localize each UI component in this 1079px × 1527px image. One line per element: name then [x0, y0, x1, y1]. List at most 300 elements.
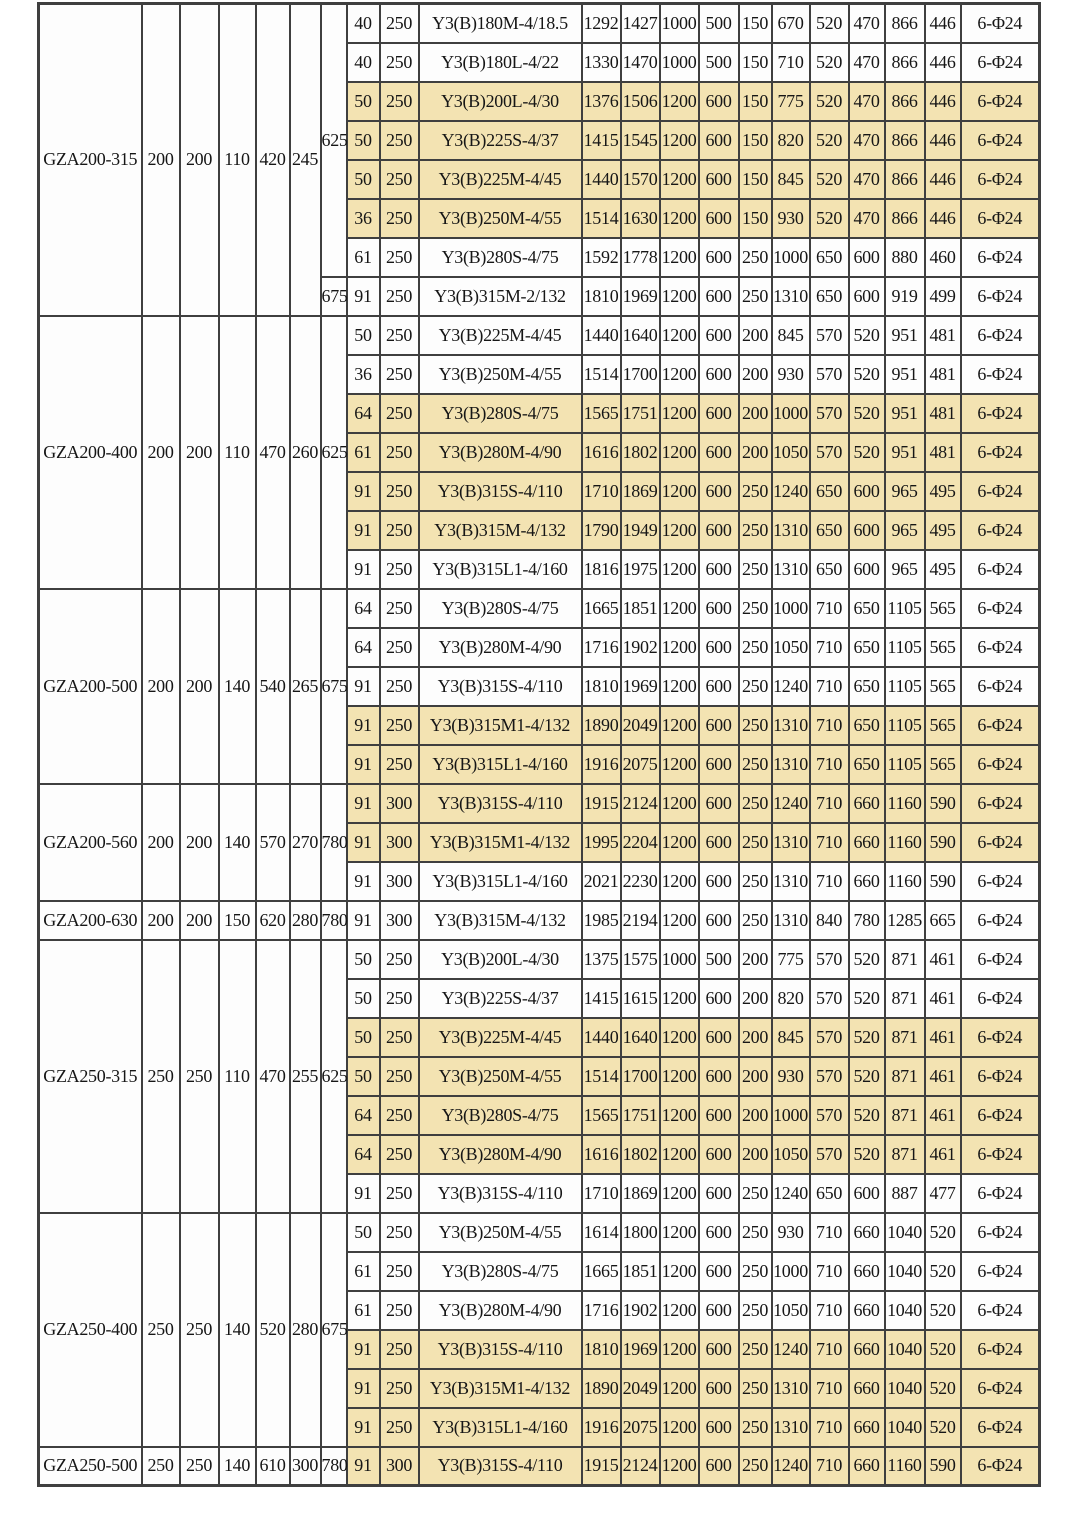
- hole-spec-cell: 6-Φ24: [961, 706, 1040, 745]
- dim-h-cell: 660: [849, 1252, 885, 1291]
- dim-cell: 520: [256, 1213, 290, 1447]
- pitch-cell: 250: [380, 628, 419, 667]
- dim-i-cell: 871: [885, 1018, 925, 1057]
- dim-a-cell: 1710: [582, 1174, 621, 1213]
- dim-i-cell: 887: [885, 1174, 925, 1213]
- dim-d-cell: 600: [699, 1174, 739, 1213]
- dim-cell: 110: [219, 4, 256, 316]
- dim-f-cell: 820: [772, 121, 810, 160]
- dim-c-cell: 1200: [660, 433, 699, 472]
- dim-g-cell: 650: [810, 277, 849, 316]
- dim-j-cell: 460: [925, 238, 961, 277]
- dim-d-cell: 600: [699, 979, 739, 1018]
- dim-h-cell: 650: [849, 667, 885, 706]
- pitch-cell: 250: [380, 706, 419, 745]
- dim-g-cell: 570: [810, 433, 849, 472]
- dim-f-cell: 1000: [772, 394, 810, 433]
- group-span-cell: 780: [321, 784, 347, 901]
- dim-e-cell: 150: [739, 4, 772, 43]
- ratio-cell: 36: [347, 199, 380, 238]
- hole-spec-cell: 6-Φ24: [961, 433, 1040, 472]
- motor-model-cell: Y3(B)280M-4/90: [419, 1135, 582, 1174]
- dim-c-cell: 1200: [660, 550, 699, 589]
- dim-j-cell: 520: [925, 1330, 961, 1369]
- dim-a-cell: 1616: [582, 433, 621, 472]
- dim-g-cell: 650: [810, 472, 849, 511]
- dim-g-cell: 520: [810, 82, 849, 121]
- pitch-cell: 250: [380, 1174, 419, 1213]
- motor-model-cell: Y3(B)280S-4/75: [419, 394, 582, 433]
- hole-spec-cell: 6-Φ24: [961, 121, 1040, 160]
- dim-d-cell: 600: [699, 628, 739, 667]
- dim-j-cell: 520: [925, 1252, 961, 1291]
- pitch-cell: 250: [380, 940, 419, 979]
- dim-i-cell: 880: [885, 238, 925, 277]
- dim-d-cell: 600: [699, 1447, 739, 1486]
- ratio-cell: 50: [347, 1213, 380, 1252]
- dim-f-cell: 710: [772, 43, 810, 82]
- pitch-cell: 250: [380, 472, 419, 511]
- dim-c-cell: 1200: [660, 1018, 699, 1057]
- dim-i-cell: 871: [885, 1057, 925, 1096]
- dim-c-cell: 1200: [660, 1135, 699, 1174]
- dim-d-cell: 600: [699, 1018, 739, 1057]
- dim-a-cell: 1810: [582, 277, 621, 316]
- dim-b-cell: 1427: [621, 4, 660, 43]
- dim-j-cell: 520: [925, 1213, 961, 1252]
- ratio-cell: 61: [347, 1291, 380, 1330]
- dim-h-cell: 470: [849, 160, 885, 199]
- dim-f-cell: 1240: [772, 1330, 810, 1369]
- dim-d-cell: 600: [699, 1213, 739, 1252]
- hole-spec-cell: 6-Φ24: [961, 979, 1040, 1018]
- dim-j-cell: 665: [925, 901, 961, 940]
- motor-model-cell: Y3(B)180L-4/22: [419, 43, 582, 82]
- dim-i-cell: 866: [885, 121, 925, 160]
- dim-e-cell: 250: [739, 901, 772, 940]
- dim-g-cell: 570: [810, 355, 849, 394]
- dim-e-cell: 200: [739, 316, 772, 355]
- hole-spec-cell: 6-Φ24: [961, 277, 1040, 316]
- dim-cell: 200: [142, 901, 180, 940]
- group-span-cell: 780: [321, 1447, 347, 1486]
- motor-model-cell: Y3(B)315S-4/110: [419, 667, 582, 706]
- dim-b-cell: 1700: [621, 1057, 660, 1096]
- dim-e-cell: 200: [739, 1135, 772, 1174]
- dim-b-cell: 1975: [621, 550, 660, 589]
- dim-b-cell: 1640: [621, 316, 660, 355]
- dim-h-cell: 660: [849, 1330, 885, 1369]
- ratio-cell: 40: [347, 43, 380, 82]
- pitch-cell: 250: [380, 1330, 419, 1369]
- hole-spec-cell: 6-Φ24: [961, 784, 1040, 823]
- dim-d-cell: 600: [699, 199, 739, 238]
- dim-a-cell: 1415: [582, 121, 621, 160]
- dim-cell: 420: [256, 4, 290, 316]
- hole-spec-cell: 6-Φ24: [961, 862, 1040, 901]
- dim-c-cell: 1200: [660, 316, 699, 355]
- motor-model-cell: Y3(B)315S-4/110: [419, 1174, 582, 1213]
- dim-h-cell: 520: [849, 1096, 885, 1135]
- dim-d-cell: 600: [699, 394, 739, 433]
- dim-i-cell: 951: [885, 316, 925, 355]
- dim-g-cell: 570: [810, 394, 849, 433]
- dim-i-cell: 866: [885, 160, 925, 199]
- dim-b-cell: 1802: [621, 1135, 660, 1174]
- dim-c-cell: 1200: [660, 667, 699, 706]
- model-cell: GZA200-500: [39, 589, 142, 784]
- dim-d-cell: 600: [699, 862, 739, 901]
- dim-g-cell: 710: [810, 589, 849, 628]
- dim-i-cell: 1040: [885, 1369, 925, 1408]
- dim-h-cell: 660: [849, 1447, 885, 1486]
- dim-b-cell: 2049: [621, 1369, 660, 1408]
- dim-i-cell: 1040: [885, 1408, 925, 1447]
- motor-model-cell: Y3(B)315L1-4/160: [419, 745, 582, 784]
- dim-a-cell: 1916: [582, 745, 621, 784]
- dim-g-cell: 710: [810, 706, 849, 745]
- dim-c-cell: 1200: [660, 1369, 699, 1408]
- dim-e-cell: 250: [739, 1408, 772, 1447]
- dim-g-cell: 710: [810, 1330, 849, 1369]
- dim-cell: 250: [180, 940, 219, 1213]
- pitch-cell: 300: [380, 823, 419, 862]
- dim-a-cell: 1614: [582, 1213, 621, 1252]
- dim-j-cell: 461: [925, 1057, 961, 1096]
- dim-g-cell: 520: [810, 43, 849, 82]
- dim-e-cell: 250: [739, 1252, 772, 1291]
- hole-spec-cell: 6-Φ24: [961, 1018, 1040, 1057]
- ratio-cell: 64: [347, 394, 380, 433]
- hole-spec-cell: 6-Φ24: [961, 1213, 1040, 1252]
- motor-model-cell: Y3(B)225M-4/45: [419, 160, 582, 199]
- hole-spec-cell: 6-Φ24: [961, 940, 1040, 979]
- dim-a-cell: 1665: [582, 589, 621, 628]
- dim-f-cell: 775: [772, 82, 810, 121]
- dim-e-cell: 200: [739, 1096, 772, 1135]
- motor-model-cell: Y3(B)280S-4/75: [419, 1096, 582, 1135]
- dim-h-cell: 780: [849, 901, 885, 940]
- dim-c-cell: 1200: [660, 355, 699, 394]
- dim-cell: 110: [219, 940, 256, 1213]
- pitch-cell: 250: [380, 979, 419, 1018]
- dim-cell: 140: [219, 1447, 256, 1486]
- dim-f-cell: 1240: [772, 667, 810, 706]
- dim-i-cell: 951: [885, 433, 925, 472]
- dim-e-cell: 250: [739, 1369, 772, 1408]
- dim-i-cell: 965: [885, 472, 925, 511]
- dim-c-cell: 1200: [660, 199, 699, 238]
- dim-j-cell: 520: [925, 1369, 961, 1408]
- ratio-cell: 91: [347, 1447, 380, 1486]
- dim-c-cell: 1000: [660, 4, 699, 43]
- ratio-cell: 91: [347, 550, 380, 589]
- dim-c-cell: 1200: [660, 823, 699, 862]
- dim-b-cell: 2194: [621, 901, 660, 940]
- dim-cell: 260: [290, 316, 321, 589]
- motor-model-cell: Y3(B)250M-4/55: [419, 355, 582, 394]
- dim-f-cell: 820: [772, 979, 810, 1018]
- dim-d-cell: 500: [699, 940, 739, 979]
- dim-d-cell: 600: [699, 433, 739, 472]
- dim-a-cell: 1665: [582, 1252, 621, 1291]
- dim-c-cell: 1200: [660, 121, 699, 160]
- dim-e-cell: 250: [739, 511, 772, 550]
- dim-b-cell: 1640: [621, 1018, 660, 1057]
- spec-table: [37, 2, 1041, 1487]
- dim-cell: 470: [256, 316, 290, 589]
- dim-a-cell: 1915: [582, 784, 621, 823]
- dim-h-cell: 660: [849, 823, 885, 862]
- group-span-cell: 675: [321, 589, 347, 784]
- dim-f-cell: 1240: [772, 472, 810, 511]
- dim-h-cell: 650: [849, 706, 885, 745]
- dim-d-cell: 600: [699, 511, 739, 550]
- dim-d-cell: 600: [699, 1369, 739, 1408]
- dim-a-cell: 1810: [582, 1330, 621, 1369]
- dim-j-cell: 565: [925, 745, 961, 784]
- dim-d-cell: 600: [699, 1408, 739, 1447]
- dim-i-cell: 871: [885, 1096, 925, 1135]
- dim-d-cell: 600: [699, 745, 739, 784]
- hole-spec-cell: 6-Φ24: [961, 4, 1040, 43]
- dim-b-cell: 1851: [621, 589, 660, 628]
- dim-i-cell: 951: [885, 394, 925, 433]
- dim-g-cell: 570: [810, 1018, 849, 1057]
- dim-h-cell: 600: [849, 550, 885, 589]
- dim-h-cell: 660: [849, 862, 885, 901]
- dim-e-cell: 150: [739, 160, 772, 199]
- dim-e-cell: 150: [739, 121, 772, 160]
- ratio-cell: 50: [347, 316, 380, 355]
- motor-model-cell: Y3(B)315S-4/110: [419, 472, 582, 511]
- ratio-cell: 61: [347, 238, 380, 277]
- motor-model-cell: Y3(B)315M-4/132: [419, 901, 582, 940]
- dim-f-cell: 1310: [772, 550, 810, 589]
- motor-model-cell: Y3(B)315M-2/132: [419, 277, 582, 316]
- dim-b-cell: 1570: [621, 160, 660, 199]
- dim-j-cell: 565: [925, 628, 961, 667]
- dim-e-cell: 250: [739, 1174, 772, 1213]
- dim-c-cell: 1200: [660, 979, 699, 1018]
- dim-g-cell: 650: [810, 1174, 849, 1213]
- dim-cell: 200: [142, 589, 180, 784]
- dim-cell: 140: [219, 784, 256, 901]
- dim-a-cell: 1440: [582, 316, 621, 355]
- dim-f-cell: 1310: [772, 1369, 810, 1408]
- dim-c-cell: 1200: [660, 277, 699, 316]
- dim-a-cell: 1565: [582, 1096, 621, 1135]
- dim-f-cell: 1000: [772, 238, 810, 277]
- dim-g-cell: 710: [810, 1408, 849, 1447]
- dim-c-cell: 1200: [660, 1330, 699, 1369]
- dim-b-cell: 1700: [621, 355, 660, 394]
- dim-f-cell: 930: [772, 355, 810, 394]
- dim-g-cell: 570: [810, 1135, 849, 1174]
- dim-cell: 570: [256, 784, 290, 901]
- dim-i-cell: 1105: [885, 589, 925, 628]
- dim-i-cell: 1105: [885, 706, 925, 745]
- ratio-cell: 64: [347, 1135, 380, 1174]
- dim-g-cell: 710: [810, 1252, 849, 1291]
- dim-d-cell: 600: [699, 121, 739, 160]
- dim-g-cell: 570: [810, 316, 849, 355]
- dim-a-cell: 1565: [582, 394, 621, 433]
- motor-model-cell: Y3(B)280M-4/90: [419, 628, 582, 667]
- dim-g-cell: 570: [810, 1057, 849, 1096]
- dim-d-cell: 600: [699, 1057, 739, 1096]
- dim-c-cell: 1200: [660, 628, 699, 667]
- dim-c-cell: 1200: [660, 1447, 699, 1486]
- dim-f-cell: 670: [772, 4, 810, 43]
- hole-spec-cell: 6-Φ24: [961, 667, 1040, 706]
- dim-c-cell: 1200: [660, 589, 699, 628]
- ratio-cell: 91: [347, 901, 380, 940]
- motor-model-cell: Y3(B)225S-4/37: [419, 121, 582, 160]
- dim-i-cell: 951: [885, 355, 925, 394]
- dim-g-cell: 650: [810, 550, 849, 589]
- dim-c-cell: 1200: [660, 160, 699, 199]
- dim-cell: 200: [180, 901, 219, 940]
- pitch-cell: 300: [380, 1447, 419, 1486]
- model-cell: GZA200-630: [39, 901, 142, 940]
- motor-model-cell: Y3(B)180M-4/18.5: [419, 4, 582, 43]
- dim-f-cell: 930: [772, 1213, 810, 1252]
- dim-g-cell: 570: [810, 940, 849, 979]
- dim-h-cell: 600: [849, 1174, 885, 1213]
- ratio-cell: 50: [347, 160, 380, 199]
- dim-h-cell: 520: [849, 1018, 885, 1057]
- dim-j-cell: 461: [925, 979, 961, 1018]
- dim-cell: 200: [180, 589, 219, 784]
- hole-spec-cell: 6-Φ24: [961, 355, 1040, 394]
- motor-model-cell: Y3(B)315M-4/132: [419, 511, 582, 550]
- model-cell: GZA200-560: [39, 784, 142, 901]
- dim-d-cell: 600: [699, 901, 739, 940]
- dim-cell: 140: [219, 589, 256, 784]
- dim-cell: 200: [180, 784, 219, 901]
- ratio-cell: 91: [347, 511, 380, 550]
- dim-d-cell: 600: [699, 550, 739, 589]
- hole-spec-cell: 6-Φ24: [961, 823, 1040, 862]
- motor-model-cell: Y3(B)315L1-4/160: [419, 862, 582, 901]
- dim-a-cell: 1916: [582, 1408, 621, 1447]
- hole-spec-cell: 6-Φ24: [961, 394, 1040, 433]
- dim-j-cell: 520: [925, 1408, 961, 1447]
- dim-b-cell: 1851: [621, 1252, 660, 1291]
- dim-c-cell: 1200: [660, 1252, 699, 1291]
- dim-a-cell: 1440: [582, 160, 621, 199]
- dim-g-cell: 650: [810, 511, 849, 550]
- dim-h-cell: 520: [849, 1135, 885, 1174]
- hole-spec-cell: 6-Φ24: [961, 160, 1040, 199]
- dim-f-cell: 1240: [772, 1447, 810, 1486]
- dim-cell: 140: [219, 1213, 256, 1447]
- dim-i-cell: 1160: [885, 784, 925, 823]
- dim-f-cell: 930: [772, 1057, 810, 1096]
- dim-j-cell: 590: [925, 823, 961, 862]
- hole-spec-cell: 6-Φ24: [961, 1057, 1040, 1096]
- dim-j-cell: 461: [925, 1018, 961, 1057]
- hole-spec-cell: 6-Φ24: [961, 1330, 1040, 1369]
- dim-g-cell: 710: [810, 784, 849, 823]
- dim-cell: 610: [256, 1447, 290, 1486]
- dim-e-cell: 250: [739, 472, 772, 511]
- dim-a-cell: 1710: [582, 472, 621, 511]
- dim-j-cell: 477: [925, 1174, 961, 1213]
- hole-spec-cell: 6-Φ24: [961, 901, 1040, 940]
- ratio-cell: 91: [347, 862, 380, 901]
- motor-model-cell: Y3(B)280S-4/75: [419, 589, 582, 628]
- dim-a-cell: 1890: [582, 1369, 621, 1408]
- dim-a-cell: 1375: [582, 940, 621, 979]
- dim-b-cell: 2049: [621, 706, 660, 745]
- dim-b-cell: 1802: [621, 433, 660, 472]
- dim-i-cell: 1040: [885, 1291, 925, 1330]
- dim-c-cell: 1200: [660, 862, 699, 901]
- dim-d-cell: 600: [699, 238, 739, 277]
- pitch-cell: 250: [380, 511, 419, 550]
- motor-model-cell: Y3(B)200L-4/30: [419, 82, 582, 121]
- group-span-cell: 675: [321, 1213, 347, 1447]
- hole-spec-cell: 6-Φ24: [961, 1174, 1040, 1213]
- dim-b-cell: 1902: [621, 1291, 660, 1330]
- pitch-cell: 250: [380, 160, 419, 199]
- hole-spec-cell: 6-Φ24: [961, 1291, 1040, 1330]
- dim-g-cell: 710: [810, 862, 849, 901]
- dim-d-cell: 600: [699, 316, 739, 355]
- table-row: [39, 1447, 1040, 1486]
- dim-cell: 200: [142, 784, 180, 901]
- dim-cell: 200: [180, 316, 219, 589]
- dim-a-cell: 1716: [582, 628, 621, 667]
- dim-j-cell: 590: [925, 1447, 961, 1486]
- dim-g-cell: 570: [810, 979, 849, 1018]
- dim-c-cell: 1000: [660, 43, 699, 82]
- pitch-cell: 250: [380, 4, 419, 43]
- dim-g-cell: 570: [810, 1096, 849, 1135]
- pitch-cell: 250: [380, 238, 419, 277]
- dim-f-cell: 1000: [772, 1096, 810, 1135]
- dim-j-cell: 481: [925, 355, 961, 394]
- motor-model-cell: Y3(B)315S-4/110: [419, 784, 582, 823]
- dim-i-cell: 1285: [885, 901, 925, 940]
- dim-e-cell: 250: [739, 823, 772, 862]
- dim-e-cell: 250: [739, 238, 772, 277]
- dim-i-cell: 871: [885, 1135, 925, 1174]
- dim-h-cell: 660: [849, 1291, 885, 1330]
- dim-j-cell: 481: [925, 316, 961, 355]
- dim-h-cell: 470: [849, 4, 885, 43]
- dim-c-cell: 1200: [660, 1213, 699, 1252]
- motor-model-cell: Y3(B)315M1-4/132: [419, 1369, 582, 1408]
- table-row: [39, 1213, 1040, 1252]
- dim-c-cell: 1200: [660, 1057, 699, 1096]
- dim-a-cell: 1890: [582, 706, 621, 745]
- dim-f-cell: 1310: [772, 862, 810, 901]
- dim-j-cell: 520: [925, 1291, 961, 1330]
- ratio-cell: 64: [347, 589, 380, 628]
- dim-e-cell: 250: [739, 667, 772, 706]
- dim-i-cell: 866: [885, 4, 925, 43]
- dim-h-cell: 660: [849, 1408, 885, 1447]
- dim-b-cell: 1869: [621, 1174, 660, 1213]
- dim-b-cell: 1470: [621, 43, 660, 82]
- dim-c-cell: 1200: [660, 1096, 699, 1135]
- dim-h-cell: 600: [849, 277, 885, 316]
- motor-model-cell: Y3(B)280M-4/90: [419, 1291, 582, 1330]
- dim-d-cell: 600: [699, 784, 739, 823]
